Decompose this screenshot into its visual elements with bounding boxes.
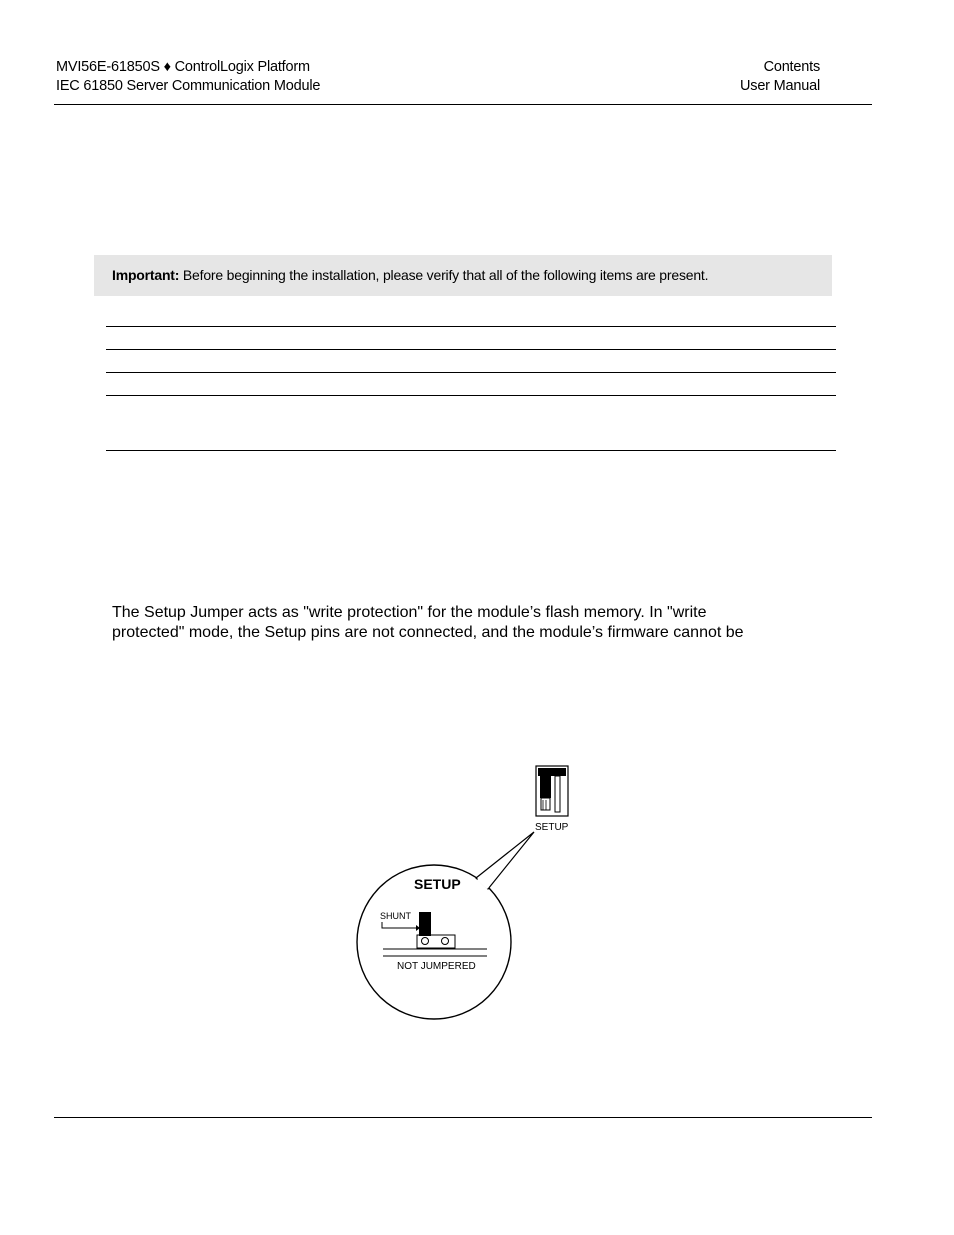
not-jumpered-label: NOT JUMPERED	[397, 961, 476, 972]
setup-jumper-figure	[340, 760, 600, 1030]
callout-pointer	[476, 832, 534, 889]
header-doc-type: User Manual	[740, 78, 820, 94]
body-paragraph	[112, 603, 812, 643]
header-product-line: MVI56E-61850S ♦ ControlLogix Platform	[56, 59, 310, 75]
page-header-left	[56, 58, 320, 96]
figure-title: SETUP	[414, 876, 461, 892]
note-text: Before beginning the installation, please verify that all of the following items are present.	[179, 267, 709, 283]
note-label: Important:	[112, 267, 180, 283]
body-line: protected" mode, the Setup pins are not connected, and the module’s firmware cannot be	[112, 624, 744, 641]
table-rule	[106, 450, 836, 451]
header-module-line: IEC 61850 Server Communication Module	[56, 78, 321, 94]
table-rule	[106, 372, 836, 373]
small-setup-label: SETUP	[535, 822, 569, 833]
important-note	[94, 255, 832, 296]
header-rule	[54, 104, 872, 105]
footer-rule	[54, 1117, 872, 1118]
setup-jumper-illustration	[340, 760, 600, 1030]
jumper-header-icon	[536, 766, 568, 816]
table-rule	[106, 326, 836, 327]
body-line: The Setup Jumper acts as "write protection" for the module’s flash memory. In "write	[112, 604, 707, 621]
page-header-right	[700, 58, 820, 96]
header-section: Contents	[763, 59, 820, 75]
shunt-label: SHUNT	[380, 911, 411, 921]
table-rule	[106, 349, 836, 350]
table-rule	[106, 395, 836, 396]
